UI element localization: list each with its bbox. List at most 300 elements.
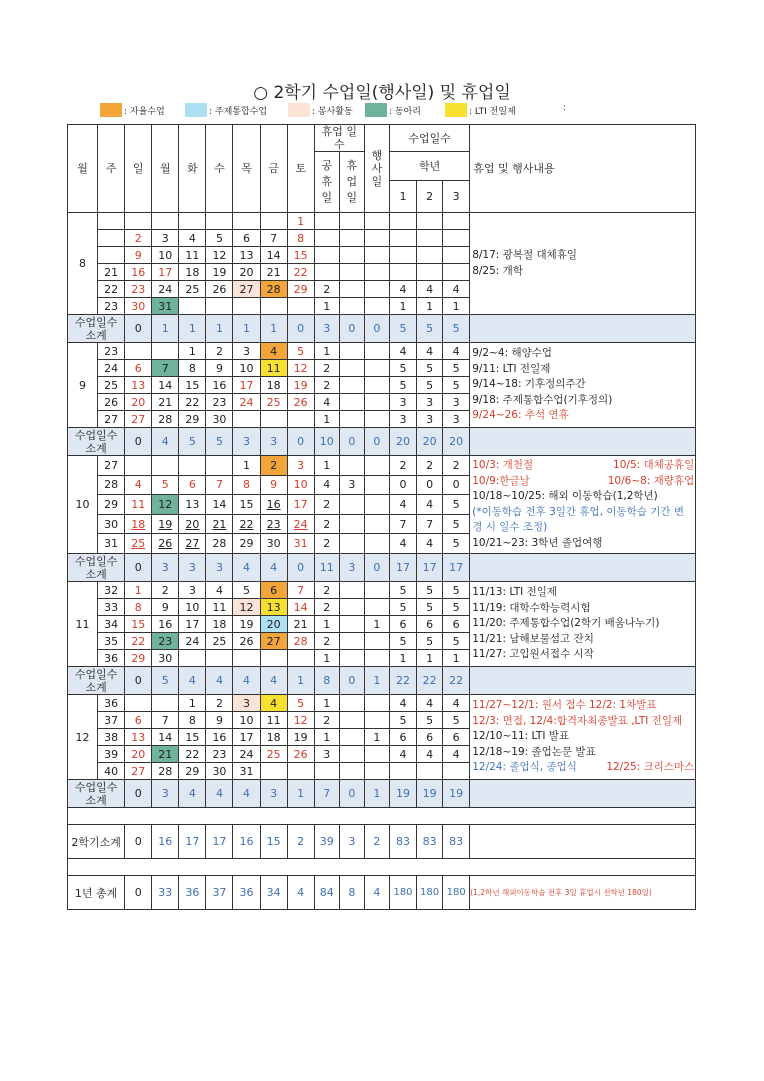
- subtotal-value: 0: [339, 428, 364, 456]
- semester-total-value: 16: [152, 825, 179, 859]
- grade-2-days: 5: [417, 582, 443, 599]
- day-cell-empty: [179, 650, 206, 667]
- subtotal-value: 4: [179, 667, 206, 695]
- grade-3-days: [443, 264, 470, 281]
- semester-total-value: 17: [206, 825, 233, 859]
- day-cell-sat: 31: [287, 534, 314, 554]
- header-holiday-days: 휴업 일수: [314, 125, 364, 152]
- day-cell-empty: [179, 213, 206, 230]
- year-total-value: 33: [152, 876, 179, 910]
- week-number: [98, 230, 125, 247]
- note-line: 10/21~23: 3학년 졸업여행: [472, 536, 603, 549]
- grade-3-days: 5: [443, 633, 470, 650]
- public-holiday-count: 1: [314, 298, 339, 315]
- day-cell-fri: 21: [260, 264, 287, 281]
- day-cell-mon: 28: [152, 411, 179, 428]
- subtotal-value: 1: [364, 780, 389, 808]
- week-row: [68, 213, 696, 230]
- week-number: 27: [98, 456, 125, 476]
- closure-day-count: [339, 281, 364, 298]
- day-cell-empty: [260, 213, 287, 230]
- subtotal-value: 0: [339, 780, 364, 808]
- day-cell-sat: 7: [287, 582, 314, 599]
- closure-day-count: [339, 411, 364, 428]
- subtotal-label: 수업일수 소계: [68, 315, 125, 343]
- day-cell-sat: 17: [287, 495, 314, 515]
- closure-day-count: [339, 230, 364, 247]
- week-number: [98, 213, 125, 230]
- closure-day-count: [339, 633, 364, 650]
- grade-1-days: 1: [389, 298, 416, 315]
- day-cell-sat: 1: [287, 213, 314, 230]
- day-cell-thu: 3: [233, 695, 260, 712]
- public-holiday-count: 4: [314, 394, 339, 411]
- day-cell-fri: 23: [260, 514, 287, 534]
- day-cell-wed: 12: [206, 247, 233, 264]
- subtotal-value: 3: [152, 780, 179, 808]
- header-fri: 금: [260, 125, 287, 213]
- day-cell-thu: 24: [233, 746, 260, 763]
- header-month: 월: [68, 125, 98, 213]
- grade-3-days: [443, 763, 470, 780]
- day-cell-sun: 6: [125, 360, 152, 377]
- subtotal-label: 수업일수 소계: [68, 780, 125, 808]
- grade-2-days: 4: [417, 695, 443, 712]
- semester-total-label: 2학기소계: [68, 825, 125, 859]
- grade-3-days: 3: [443, 411, 470, 428]
- day-cell-wed: 11: [206, 599, 233, 616]
- week-number: 21: [98, 264, 125, 281]
- day-cell-tue: 10: [179, 599, 206, 616]
- subtotal-value: 5: [443, 315, 470, 343]
- week-number: 28: [98, 475, 125, 495]
- event-day-count: [364, 475, 389, 495]
- month-label: 12: [68, 695, 98, 780]
- public-holiday-count: 2: [314, 534, 339, 554]
- closure-day-count: [339, 712, 364, 729]
- day-cell-empty: [287, 650, 314, 667]
- day-cell-mon: 28: [152, 763, 179, 780]
- header-class-days: 수업일수: [389, 125, 469, 152]
- grade-2-days: 7: [417, 514, 443, 534]
- legend-item-lti: : LTI 전일제: [445, 103, 516, 117]
- subtotal-value: 1: [287, 667, 314, 695]
- week-number: 30: [98, 514, 125, 534]
- week-number: 27: [98, 411, 125, 428]
- grade-3-days: 4: [443, 695, 470, 712]
- day-cell-sat: 24: [287, 514, 314, 534]
- legend-swatch: [365, 103, 387, 117]
- day-cell-fri: 20: [260, 616, 287, 633]
- day-cell-sun: 15: [125, 616, 152, 633]
- subtotal-value: 0: [364, 428, 389, 456]
- grade-1-days: 5: [389, 377, 416, 394]
- grade-1-days: 7: [389, 514, 416, 534]
- subtotal-label: 수업일수 소계: [68, 554, 125, 582]
- week-number: 23: [98, 343, 125, 360]
- subtotal-value: 19: [443, 780, 470, 808]
- public-holiday-count: [314, 247, 339, 264]
- week-number: 38: [98, 729, 125, 746]
- day-cell-mon: 19: [152, 514, 179, 534]
- day-cell-wed: 18: [206, 616, 233, 633]
- month-label: 8: [68, 213, 98, 315]
- subtotal-value: 20: [389, 428, 416, 456]
- day-cell-sun: 6: [125, 712, 152, 729]
- subtotal-value: 0: [125, 428, 152, 456]
- year-total-value: 180: [389, 876, 416, 910]
- week-number: 33: [98, 599, 125, 616]
- subtotal-notes-empty: [470, 428, 696, 456]
- header-wed: 수: [206, 125, 233, 213]
- grade-2-days: 6: [417, 616, 443, 633]
- grade-2-days: [417, 247, 443, 264]
- grade-1-days: 6: [389, 616, 416, 633]
- event-day-count: [364, 411, 389, 428]
- subtotal-value: 4: [206, 667, 233, 695]
- note-left: 10/9:한글날: [472, 474, 530, 487]
- closure-day-count: [339, 582, 364, 599]
- subtotal-value: 3: [260, 428, 287, 456]
- month-notes: [470, 456, 696, 554]
- grade-1-days: 4: [389, 495, 416, 515]
- day-cell-sat: 21: [287, 616, 314, 633]
- legend-swatch: [288, 103, 310, 117]
- subtotal-value: 0: [287, 554, 314, 582]
- month-notes: [470, 343, 696, 428]
- note-line: 9/14~18: 기후정의주간: [472, 378, 586, 391]
- subtotal-value: 19: [389, 780, 416, 808]
- grade-1-days: 6: [389, 729, 416, 746]
- day-cell-thu: 3: [233, 343, 260, 360]
- day-cell-empty: [125, 343, 152, 360]
- subtotal-row: [68, 667, 696, 695]
- header-sun: 일: [125, 125, 152, 213]
- day-cell-wed: 5: [206, 230, 233, 247]
- day-cell-tue: 18: [179, 264, 206, 281]
- grade-3-days: [443, 213, 470, 230]
- day-cell-wed: 9: [206, 712, 233, 729]
- header-public-holiday: 공 휴 일: [314, 152, 339, 213]
- day-cell-tue: 27: [179, 534, 206, 554]
- grade-3-days: 1: [443, 298, 470, 315]
- day-cell-thu: 6: [233, 230, 260, 247]
- month-label: 10: [68, 456, 98, 554]
- day-cell-wed: 23: [206, 394, 233, 411]
- header-notes: 휴업 및 행사내용: [470, 125, 696, 213]
- day-cell-fri: 11: [260, 712, 287, 729]
- closure-day-count: [339, 394, 364, 411]
- day-cell-tue: 4: [179, 230, 206, 247]
- subtotal-value: 0: [287, 315, 314, 343]
- day-cell-wed: 16: [206, 729, 233, 746]
- semester-total-value: 16: [233, 825, 260, 859]
- public-holiday-count: 2: [314, 633, 339, 650]
- grade-2-days: 4: [417, 281, 443, 298]
- day-cell-sun: 22: [125, 633, 152, 650]
- grade-2-days: [417, 763, 443, 780]
- day-cell-fri: 25: [260, 394, 287, 411]
- closure-day-count: [339, 213, 364, 230]
- day-cell-sat: 15: [287, 247, 314, 264]
- closure-day-count: [339, 360, 364, 377]
- event-day-count: [364, 394, 389, 411]
- note-line: 9/18: 주제통합수업(기후정의): [472, 393, 613, 406]
- subtotal-value: 11: [314, 554, 339, 582]
- day-cell-sun: 11: [125, 495, 152, 515]
- event-day-count: [364, 377, 389, 394]
- public-holiday-count: 2: [314, 582, 339, 599]
- public-holiday-count: 3: [314, 746, 339, 763]
- day-cell-tue: 20: [179, 514, 206, 534]
- week-number: 36: [98, 695, 125, 712]
- closure-day-count: [339, 456, 364, 476]
- event-day-count: 1: [364, 729, 389, 746]
- day-cell-fri: 25: [260, 746, 287, 763]
- day-cell-sat: 14: [287, 599, 314, 616]
- public-holiday-count: 1: [314, 343, 339, 360]
- subtotal-value: 20: [417, 428, 443, 456]
- day-cell-mon: 21: [152, 746, 179, 763]
- day-cell-thu: 22: [233, 514, 260, 534]
- grade-3-days: 5: [443, 582, 470, 599]
- day-cell-thu: 26: [233, 633, 260, 650]
- subtotal-value: 4: [260, 554, 287, 582]
- subtotal-notes-empty: [470, 315, 696, 343]
- day-cell-fri: 30: [260, 534, 287, 554]
- grade-1-days: 2: [389, 456, 416, 476]
- subtotal-value: 3: [206, 554, 233, 582]
- grade-2-days: 4: [417, 534, 443, 554]
- header-tue: 화: [179, 125, 206, 213]
- grade-2-days: 5: [417, 633, 443, 650]
- year-total-value: 36: [233, 876, 260, 910]
- grade-2-days: 4: [417, 495, 443, 515]
- week-row: [68, 343, 696, 360]
- day-cell-mon: 30: [152, 650, 179, 667]
- semester-total-value: 15: [260, 825, 287, 859]
- grade-3-days: 0: [443, 475, 470, 495]
- grade-2-days: 5: [417, 377, 443, 394]
- grade-3-days: 4: [443, 343, 470, 360]
- day-cell-empty: [287, 298, 314, 315]
- public-holiday-count: [314, 213, 339, 230]
- day-cell-empty: [125, 456, 152, 476]
- subtotal-value: 3: [260, 780, 287, 808]
- day-cell-mon: 31: [152, 298, 179, 315]
- grade-1-days: 4: [389, 534, 416, 554]
- grade-2-days: 3: [417, 394, 443, 411]
- event-day-count: [364, 712, 389, 729]
- grade-3-days: 4: [443, 746, 470, 763]
- day-cell-thu: 10: [233, 712, 260, 729]
- week-number: 24: [98, 360, 125, 377]
- subtotal-value: 4: [179, 780, 206, 808]
- subtotal-value: 8: [314, 667, 339, 695]
- grade-3-days: [443, 230, 470, 247]
- note-right: 10/5: 대체공휴일: [613, 459, 695, 471]
- day-cell-sat: 3: [287, 456, 314, 476]
- header-grade-1: 1: [389, 181, 416, 213]
- day-cell-sat: 22: [287, 264, 314, 281]
- grade-3-days: 3: [443, 394, 470, 411]
- grade-3-days: 5: [443, 495, 470, 515]
- day-cell-fri: 7: [260, 230, 287, 247]
- day-cell-sat: 8: [287, 230, 314, 247]
- note-left: 12/24: 졸업식, 종업식: [472, 761, 577, 774]
- week-number: 23: [98, 298, 125, 315]
- public-holiday-count: [314, 763, 339, 780]
- grade-3-days: 6: [443, 729, 470, 746]
- subtotal-value: 5: [206, 428, 233, 456]
- closure-day-count: [339, 298, 364, 315]
- day-cell-tue: 29: [179, 763, 206, 780]
- public-holiday-count: 2: [314, 495, 339, 515]
- subtotal-value: 0: [287, 428, 314, 456]
- note-line: 9/2~4: 해양수업: [472, 347, 553, 360]
- week-number: 34: [98, 616, 125, 633]
- day-cell-fri: 9: [260, 475, 287, 495]
- day-cell-sat: 19: [287, 377, 314, 394]
- week-row: [68, 582, 696, 599]
- grade-1-days: 3: [389, 411, 416, 428]
- subtotal-label: 수업일수 소계: [68, 667, 125, 695]
- day-cell-fri: 11: [260, 360, 287, 377]
- semester-total-notes-empty: [470, 825, 696, 859]
- grade-3-days: 5: [443, 377, 470, 394]
- day-cell-mon: 17: [152, 264, 179, 281]
- day-cell-mon: 7: [152, 712, 179, 729]
- day-cell-wed: 4: [206, 582, 233, 599]
- day-cell-sun: 8: [125, 599, 152, 616]
- year-total-value: 180: [417, 876, 443, 910]
- day-cell-sun: 13: [125, 729, 152, 746]
- closure-day-count: [339, 746, 364, 763]
- day-cell-fri: 6: [260, 582, 287, 599]
- note-line: 12/18~19: 졸업논문 발표: [472, 745, 596, 758]
- event-day-count: [364, 582, 389, 599]
- day-cell-empty: [233, 411, 260, 428]
- grade-1-days: 5: [389, 360, 416, 377]
- day-cell-empty: [152, 213, 179, 230]
- subtotal-value: 3: [152, 554, 179, 582]
- grade-1-days: 4: [389, 343, 416, 360]
- day-cell-tue: 15: [179, 377, 206, 394]
- public-holiday-count: 1: [314, 456, 339, 476]
- grade-2-days: 5: [417, 360, 443, 377]
- day-cell-mon: 24: [152, 281, 179, 298]
- day-cell-tue: 8: [179, 712, 206, 729]
- day-cell-mon: 5: [152, 475, 179, 495]
- subtotal-value: 1: [364, 667, 389, 695]
- day-cell-mon: 2: [152, 582, 179, 599]
- note-line: 9/11: LTI 전일제: [472, 362, 551, 375]
- subtotal-value: 5: [152, 667, 179, 695]
- subtotal-value: 3: [314, 315, 339, 343]
- legend-item-volunteer: : 봉사활동: [288, 103, 353, 117]
- grade-2-days: 2: [417, 456, 443, 476]
- subtotal-value: 4: [260, 667, 287, 695]
- day-cell-mon: 21: [152, 394, 179, 411]
- day-cell-sun: 1: [125, 582, 152, 599]
- day-cell-wed: 2: [206, 343, 233, 360]
- day-cell-sat: 10: [287, 475, 314, 495]
- public-holiday-count: 2: [314, 599, 339, 616]
- legend-item-integrated-class: : 주제통합수업: [185, 103, 267, 117]
- semester-total-value: 3: [339, 825, 364, 859]
- subtotal-value: 20: [443, 428, 470, 456]
- day-cell-thu: 24: [233, 394, 260, 411]
- closure-day-count: [339, 377, 364, 394]
- subtotal-value: 7: [314, 780, 339, 808]
- day-cell-sat: 29: [287, 281, 314, 298]
- grade-3-days: 5: [443, 534, 470, 554]
- header-grade: 학년: [389, 152, 469, 181]
- public-holiday-count: [314, 230, 339, 247]
- grade-3-days: 5: [443, 599, 470, 616]
- subtotal-value: 19: [417, 780, 443, 808]
- grade-2-days: 3: [417, 411, 443, 428]
- subtotal-value: 17: [389, 554, 416, 582]
- day-cell-fri: 4: [260, 343, 287, 360]
- note-line: 9/24~26: 추석 연휴: [472, 409, 569, 422]
- event-day-count: [364, 213, 389, 230]
- grade-1-days: 1: [389, 650, 416, 667]
- day-cell-thu: 12: [233, 599, 260, 616]
- semester-total-value: 17: [179, 825, 206, 859]
- day-cell-sat: 5: [287, 695, 314, 712]
- public-holiday-count: 1: [314, 616, 339, 633]
- event-day-count: [364, 343, 389, 360]
- grade-2-days: 0: [417, 475, 443, 495]
- closure-day-count: [339, 343, 364, 360]
- week-number: 40: [98, 763, 125, 780]
- semester-total-value: 83: [443, 825, 470, 859]
- day-cell-wed: 7: [206, 475, 233, 495]
- day-cell-tue: 29: [179, 411, 206, 428]
- subtotal-value: 0: [125, 667, 152, 695]
- day-cell-wed: 30: [206, 763, 233, 780]
- month-notes: [470, 695, 696, 780]
- grade-3-days: 6: [443, 616, 470, 633]
- closure-day-count: [339, 729, 364, 746]
- day-cell-thu: 29: [233, 534, 260, 554]
- day-cell-tue: 1: [179, 343, 206, 360]
- day-cell-sat: 12: [287, 360, 314, 377]
- subtotal-value: 3: [233, 428, 260, 456]
- day-cell-empty: [152, 456, 179, 476]
- day-cell-thu: 19: [233, 616, 260, 633]
- day-cell-tue: 25: [179, 281, 206, 298]
- day-cell-empty: [152, 695, 179, 712]
- subtotal-value: 1: [287, 780, 314, 808]
- closure-day-count: [339, 763, 364, 780]
- subtotal-value: 5: [417, 315, 443, 343]
- week-number: 36: [98, 650, 125, 667]
- day-cell-empty: [179, 456, 206, 476]
- note-line: 11/21: 남해보물섬고 잔치: [472, 632, 594, 645]
- week-number: 35: [98, 633, 125, 650]
- week-number: 22: [98, 281, 125, 298]
- event-day-count: [364, 298, 389, 315]
- day-cell-sun: 4: [125, 475, 152, 495]
- day-cell-thu: 17: [233, 729, 260, 746]
- event-day-count: [364, 763, 389, 780]
- grade-1-days: [389, 763, 416, 780]
- public-holiday-count: 1: [314, 411, 339, 428]
- day-cell-mon: 16: [152, 616, 179, 633]
- day-cell-empty: [206, 650, 233, 667]
